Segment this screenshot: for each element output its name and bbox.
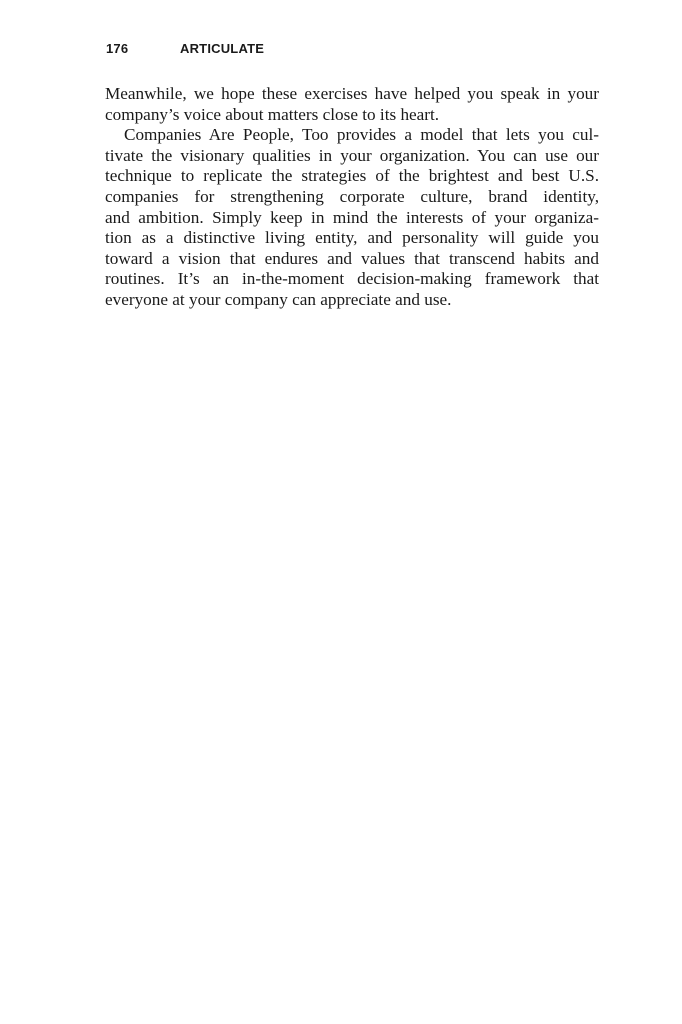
text-line: and ambition. Simply keep in mind the interests of your organiza- <box>105 207 599 227</box>
page-number: 176 <box>106 41 129 56</box>
text-line: everyone at your company can appreciate and use. <box>105 289 452 309</box>
text-line: company’s voice about matters close to its heart. <box>105 104 440 124</box>
chapter-title: ARTICULATE <box>180 41 265 56</box>
text-line: technique to replicate the strategies of the brightest and best U.S. <box>105 166 599 186</box>
running-head <box>106 41 264 56</box>
paragraph-2 <box>105 125 599 310</box>
text-line: tion as a distinctive living entity, and personality will guide you <box>105 228 599 248</box>
paragraph-1 <box>105 84 599 125</box>
text-line: Meanwhile, we hope these exercises have helped you speak in your <box>105 84 599 103</box>
text-line: companies for strengthening corporate culture, brand identity, <box>105 186 599 206</box>
text-line: routines. It’s an in-the-moment decision-making framework that <box>105 269 599 289</box>
text-line: toward a vision that endures and values that transcend habits and <box>105 248 599 268</box>
body-text <box>105 84 599 311</box>
text-line: tivate the visionary qualities in your organization. You can use our <box>105 145 599 165</box>
text-line: Companies Are People, Too provides a model that lets you cul- <box>124 125 599 145</box>
